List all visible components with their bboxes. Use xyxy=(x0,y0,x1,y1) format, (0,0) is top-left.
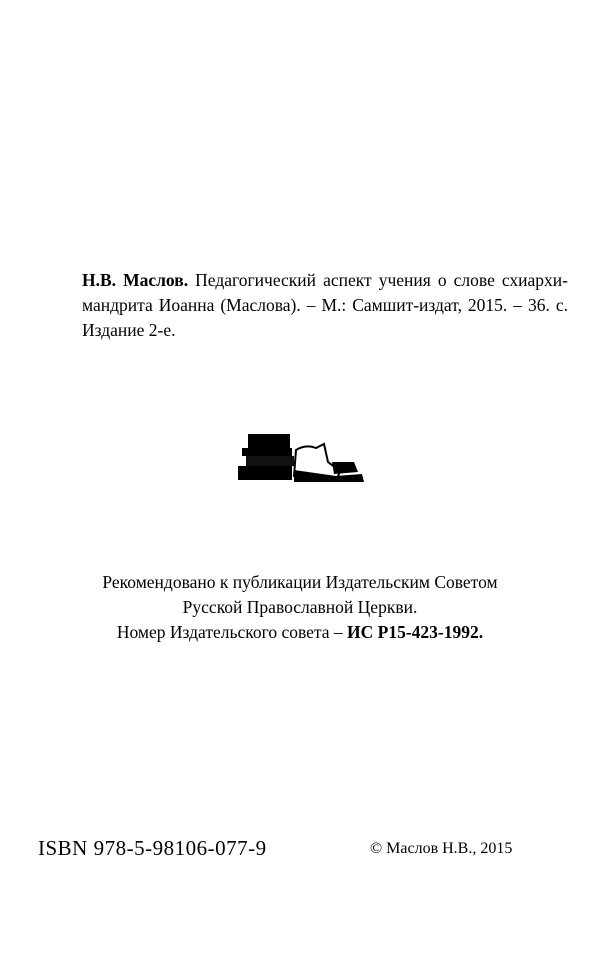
council-number-label: Номер Издательского совета – xyxy=(116,622,348,642)
publication-recommendation xyxy=(0,570,600,645)
biblio-line-1 xyxy=(82,268,568,293)
isbn: ISBN 978-5-98106-077-9 xyxy=(38,836,267,860)
bibliographic-record xyxy=(82,268,568,343)
title-text: Педагогический аспект учения о слове схиархи- xyxy=(195,270,568,290)
edition-text: Издание 2-е. xyxy=(82,320,176,340)
books-logo-icon xyxy=(236,432,366,484)
copyright: © Маслов Н.В., 2015 xyxy=(370,840,513,857)
recommendation-line-2: Русской Православной Церкви. xyxy=(182,597,418,617)
author-name: Н.В. Маслов. xyxy=(82,270,189,290)
recommendation-line-1: Рекомендовано к публикации Издательским Советом xyxy=(102,572,498,592)
council-number: ИС Р15-423-1992. xyxy=(347,622,484,642)
recommendation-line-3 xyxy=(0,620,600,645)
biblio-line-2: мандрита Иоанна (Маслова). – М.: Самшит-издат, 2015. – 36. с. xyxy=(82,295,568,315)
